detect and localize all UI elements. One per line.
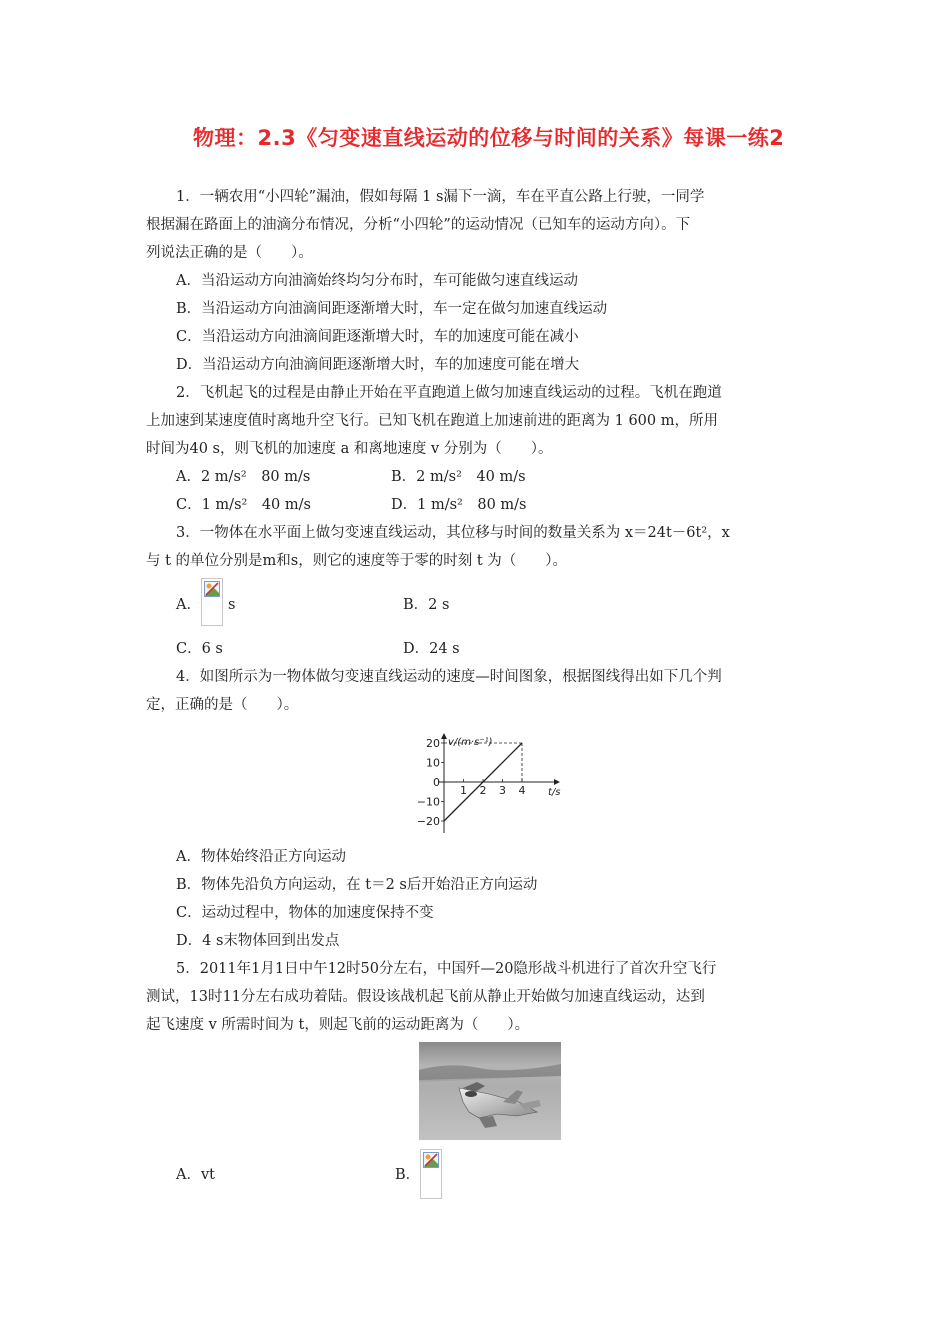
q4-option-d: D．4 s末物体回到出发点 xyxy=(176,933,340,949)
y-axis-arrow xyxy=(441,733,447,739)
q2-line-1: 2．飞机起飞的过程是由静止开始在平直跑道上做匀加速直线运动的过程。飞机在跑道 xyxy=(176,385,722,401)
q3-option-c: C．6 s xyxy=(176,641,223,657)
x-tick-label: 4 xyxy=(518,784,526,797)
q2-line-2: 上加速到某速度值时离地升空飞行。已知飞机在跑道上加速前进的距离为 1 600 m，所用 xyxy=(146,413,718,429)
q4-line-2: 定，正确的是（ ）。 xyxy=(146,697,299,713)
x-tick-label: 1 xyxy=(460,784,467,797)
q1-option-a: A．当沿运动方向油滴始终均匀分布时，车可能做匀速直线运动 xyxy=(176,273,578,289)
q1-option-b: B．当沿运动方向油滴间距逐渐增大时，车一定在做匀加速直线运动 xyxy=(176,301,608,317)
y-tick-label: −20 xyxy=(418,815,440,828)
fighter-jet-photo xyxy=(419,1042,561,1140)
q2-option-a: A．2 m/s² 80 m/s xyxy=(176,469,311,485)
q3-option-a-label: A． xyxy=(176,597,201,613)
y-tick-label: 10 xyxy=(426,756,440,770)
q1-line-2: 根据漏在路面上的油滴分布情况，分析“小四轮”的运动情况（已知车的运动方向）。下 xyxy=(146,217,691,233)
x-tick-label: 2 xyxy=(479,784,487,797)
q2-option-d: D．1 m/s² 80 m/s xyxy=(391,497,527,513)
q5-option-b-label: B． xyxy=(395,1167,421,1183)
velocity-time-graph xyxy=(418,733,568,837)
q5-option-a: A．vt xyxy=(176,1167,215,1183)
q1-line-1: 1．一辆农用“小四轮”漏油，假如每隔 1 s漏下一滴，车在平直公路上行驶，一同学 xyxy=(176,189,705,205)
q5-line-1: 5．2011年1月1日中午12时50分左右，中国歼—20隐形战斗机进行了首次升空飞行 xyxy=(176,961,717,977)
y-axis-label: v/(m·s⁻¹) xyxy=(448,737,493,748)
q4-option-c: C．运动过程中，物体的加速度保持不变 xyxy=(176,905,434,921)
q1-option-d: D．当沿运动方向油滴间距逐渐增大时，车的加速度可能在增大 xyxy=(176,357,580,373)
q2-option-b: B．2 m/s² 40 m/s xyxy=(391,469,526,485)
q1-option-c: C．当沿运动方向油滴间距逐渐增大时，车的加速度可能在减小 xyxy=(176,329,579,345)
broken-image-icon xyxy=(420,1149,442,1199)
q3-option-b: B．2 s xyxy=(403,597,450,613)
q4-option-a: A．物体始终沿正方向运动 xyxy=(176,849,346,865)
x-tick-label: 3 xyxy=(499,784,506,797)
q3-line-1: 3．一物体在水平面上做匀变速直线运动，其位移与时间的数量关系为 x＝24t－6t²，x xyxy=(176,525,730,541)
y-tick-label: −10 xyxy=(418,795,440,809)
q5-line-2: 测试，13时11分左右成功着陆。假设该战机起飞前从静止开始做匀加速直线运动，达到 xyxy=(146,989,705,1005)
q4-option-b: B．物体先沿负方向运动，在 t＝2 s后开始沿正方向运动 xyxy=(176,877,538,893)
page-title: 物理：2.3《匀变速直线运动的位移与时间的关系》每课一练2 xyxy=(193,126,785,150)
q3-option-d: D．24 s xyxy=(403,641,460,657)
q5-line-3: 起飞速度 v 所需时间为 t，则起飞前的运动距离为（ ）。 xyxy=(146,1017,530,1033)
q3-option-a-unit: s xyxy=(228,597,236,613)
q2-line-3: 时间为40 s，则飞机的加速度 a 和离地速度 v 分别为（ ）。 xyxy=(146,441,553,457)
y-tick-label: 20 xyxy=(426,737,440,750)
q3-line-2: 与 t 的单位分别是m和s，则它的速度等于零的时刻 t 为（ ）。 xyxy=(146,553,568,569)
x-axis-label: t/s xyxy=(548,787,561,798)
q2-option-c: C．1 m/s² 40 m/s xyxy=(176,497,311,513)
q4-line-1: 4．如图所示为一物体做匀变速直线运动的速度—时间图象，根据图线得出如下几个判 xyxy=(176,669,722,685)
broken-image-icon xyxy=(201,578,223,626)
q1-line-3: 列说法正确的是（ ）。 xyxy=(146,245,313,261)
x-axis-arrow xyxy=(554,779,560,785)
y-tick-label: 0 xyxy=(433,776,440,789)
